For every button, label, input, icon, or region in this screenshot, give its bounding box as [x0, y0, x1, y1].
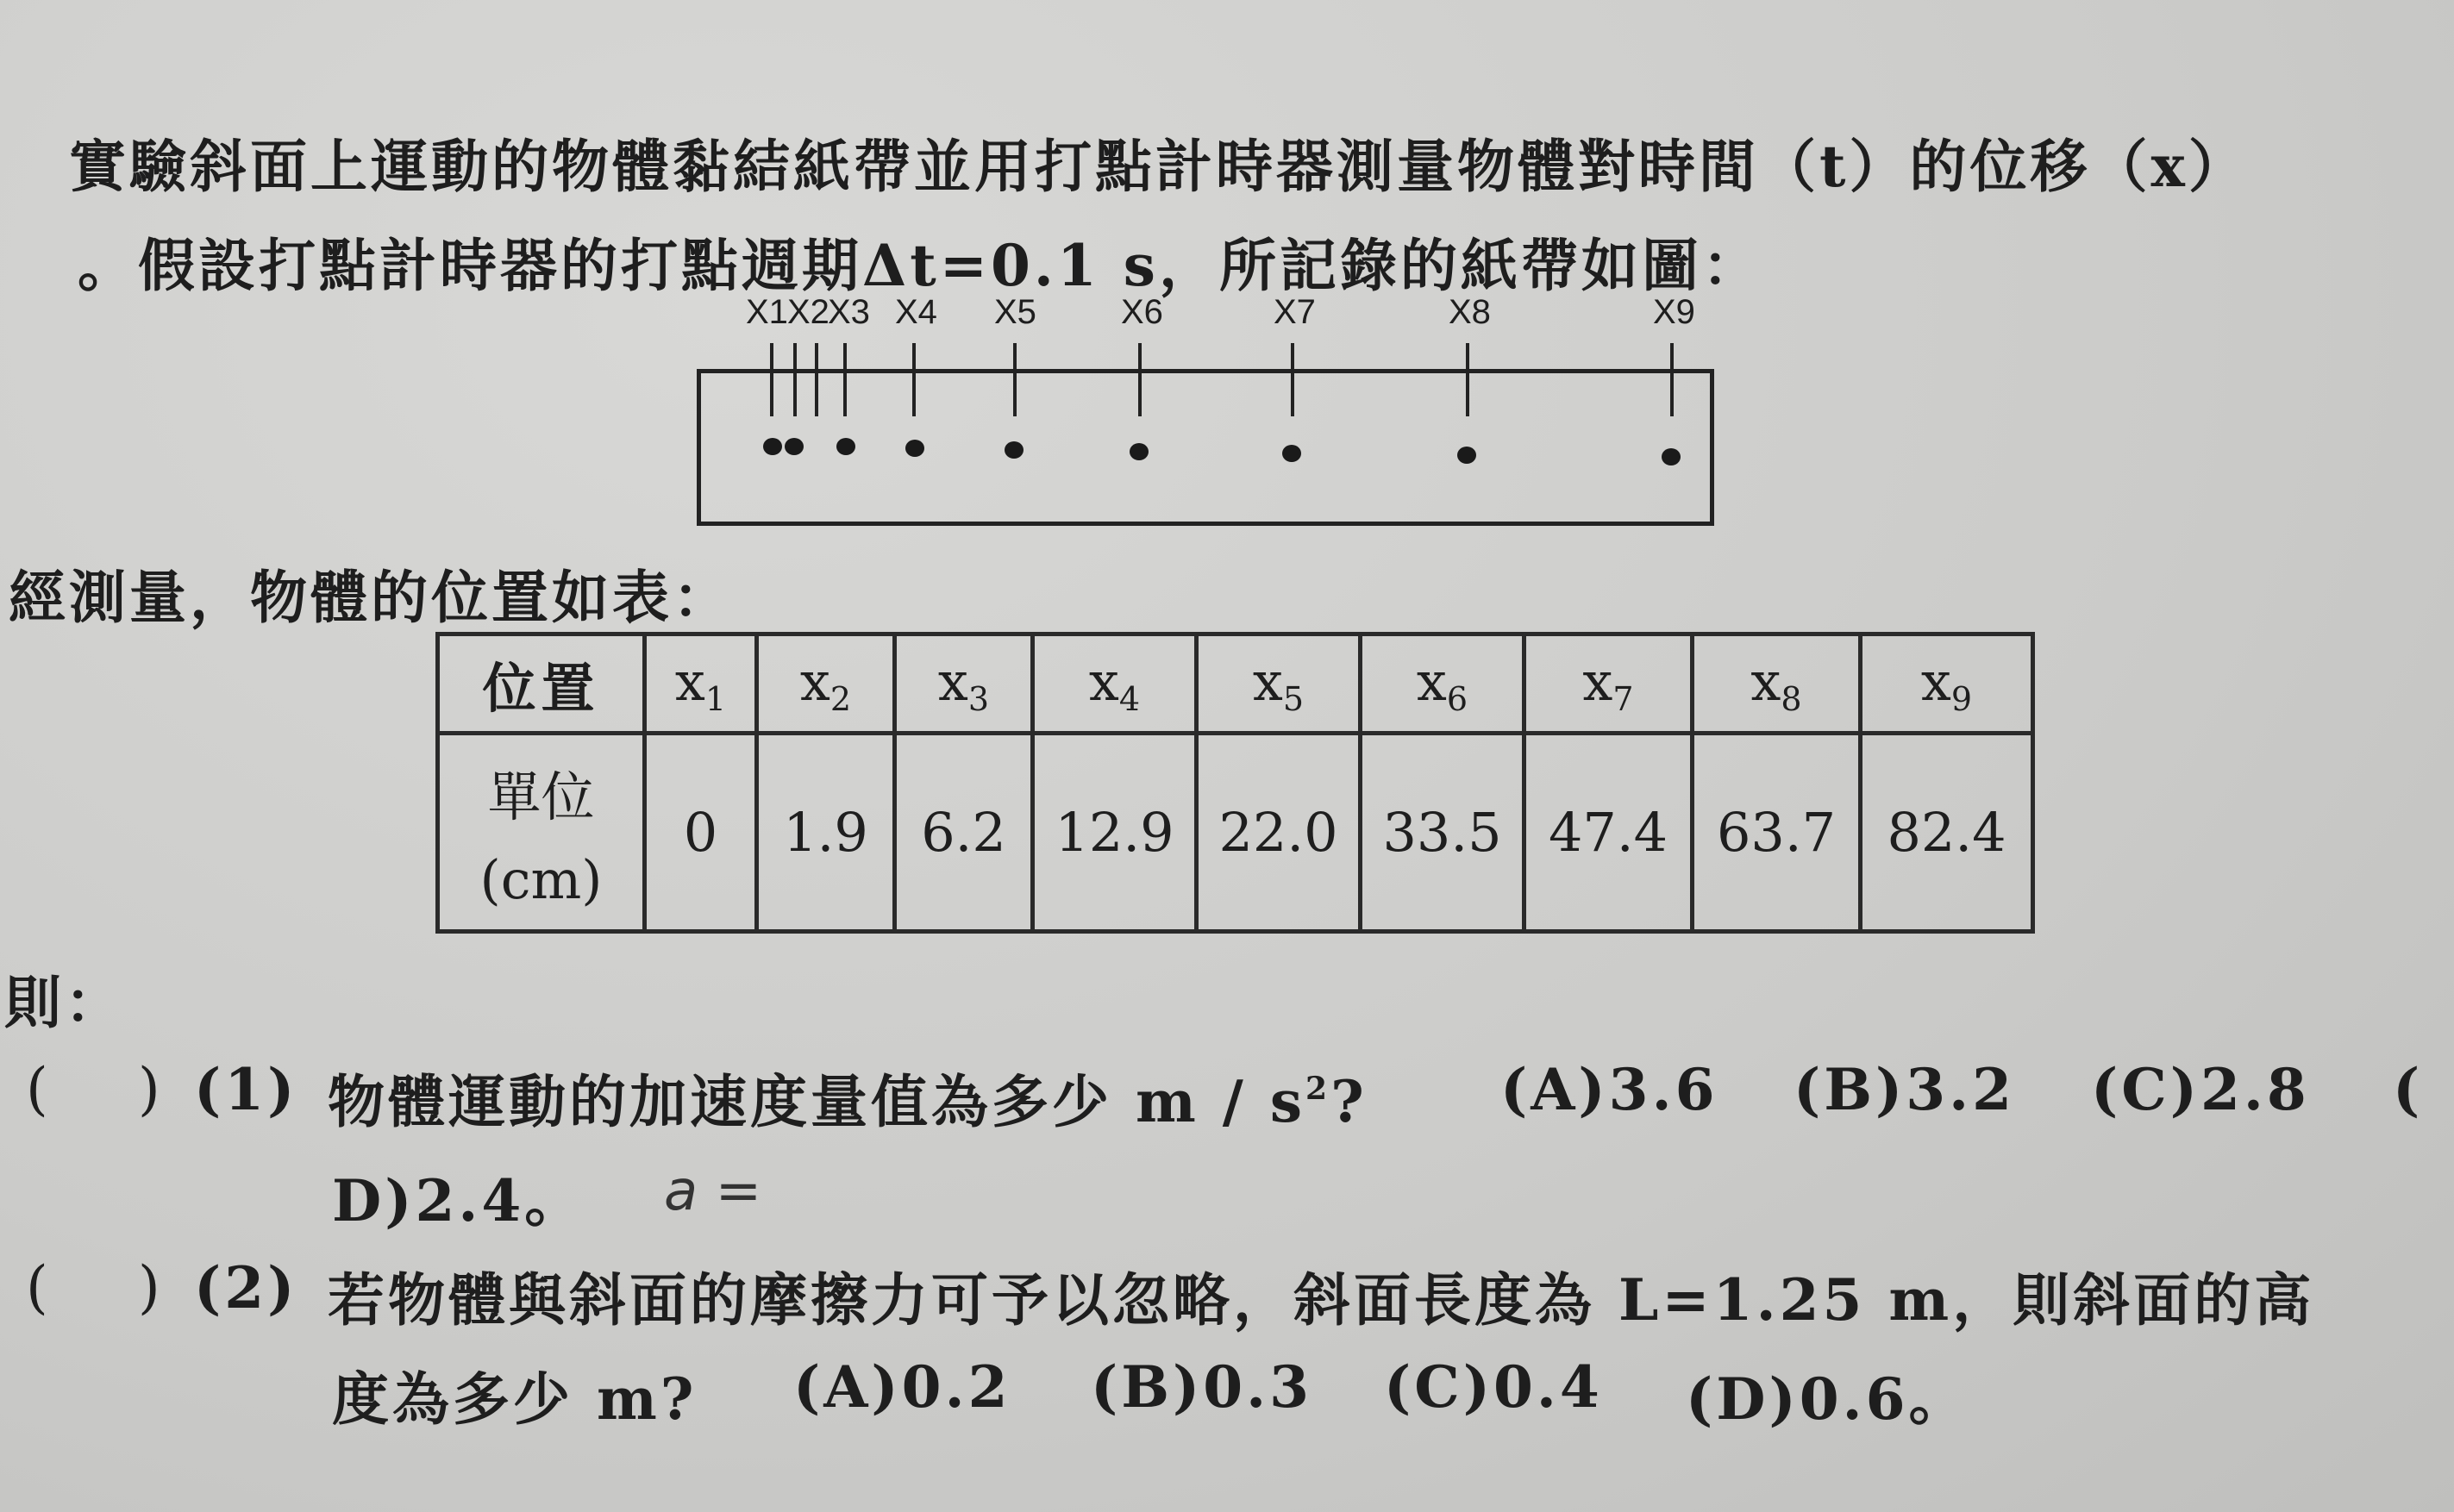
- table-header-x6: $x_6$: [1361, 634, 1524, 734]
- table-header-x1: $x_1$: [645, 634, 757, 734]
- option-c: (C)0.4: [1384, 1353, 1603, 1421]
- option-d: D)2.4。: [332, 1167, 585, 1234]
- answer-blank-open: (: [26, 1254, 48, 1321]
- question-text: 若物體與斜面的摩擦力可予以忽略，斜面長度為 L=1.25 m，則斜面的高: [328, 1266, 2315, 1334]
- table-value: 12.9: [1033, 734, 1197, 932]
- answer-blank-close: ): [138, 1056, 160, 1122]
- unit-line-1: 單位: [487, 765, 595, 828]
- measure-text: 經測量，物體的位置如表：: [9, 564, 733, 631]
- tape-label-x5: X5: [994, 293, 1036, 331]
- option-a: (A)3.6: [1500, 1056, 1718, 1123]
- tape-dot: [1005, 441, 1024, 459]
- tape-label-x1: X1: [746, 293, 788, 331]
- option-b: (B)3.2: [1794, 1056, 2016, 1123]
- tape-dot: [763, 438, 782, 455]
- answer-blank-open: (: [26, 1056, 48, 1122]
- question-text-line-2: 度為多少 m?: [332, 1365, 698, 1433]
- tape-label-x8: X8: [1449, 293, 1491, 331]
- then-text: 則：: [4, 969, 125, 1036]
- option-c: (C)2.8: [2091, 1056, 2310, 1123]
- table-value: 6.2: [895, 734, 1033, 932]
- tape-dot: [1662, 448, 1681, 465]
- table-header-x5: $x_5$: [1197, 634, 1361, 734]
- tape-dot: [905, 440, 924, 457]
- table-value: 33.5: [1361, 734, 1524, 932]
- handwritten-note: a =: [664, 1159, 762, 1223]
- intro-line-1: 實驗斜面上運動的物體黏結紙帶並用打點計時器測量物體對時間（t）的位移（x）: [69, 133, 2249, 200]
- option-d: (D)0.6。: [1686, 1365, 1969, 1433]
- tape-dot: [1282, 445, 1301, 462]
- table-value: 63.7: [1693, 734, 1861, 932]
- intro-line-2: 。假設打點計時器的打點週期Δt=0.1 s，所記錄的紙帶如圖：: [78, 232, 1762, 299]
- tape-dot: [785, 438, 804, 455]
- tape-label-x9: X9: [1653, 293, 1695, 331]
- tape-dot: [836, 438, 855, 455]
- table-unit-label: [438, 734, 645, 932]
- tape-label-x4: X4: [895, 293, 937, 331]
- tape-label-x3: X3: [828, 293, 870, 331]
- option-a: (A)0.2: [793, 1353, 1011, 1421]
- tape-label-x6: X6: [1121, 293, 1163, 331]
- tape-label-x2: X2: [787, 293, 829, 331]
- tape-label-x7: X7: [1274, 293, 1316, 331]
- table-header-x9: $x_9$: [1861, 634, 2033, 734]
- table-value: 1.9: [757, 734, 895, 932]
- table-header-x3: $x_3$: [895, 634, 1033, 734]
- question-number: (1): [194, 1056, 298, 1123]
- table-value: 47.4: [1524, 734, 1693, 932]
- option-d-open: (: [2393, 1056, 2424, 1123]
- tape-dot: [1130, 443, 1149, 460]
- table-value: 22.0: [1197, 734, 1361, 932]
- question-number: (2): [194, 1254, 298, 1321]
- table-header-x8: $x_8$: [1693, 634, 1861, 734]
- table-value: 82.4: [1861, 734, 2033, 932]
- table-header-x7: $x_7$: [1524, 634, 1693, 734]
- answer-blank-close: ): [138, 1254, 160, 1321]
- table-header-x2: $x_2$: [757, 634, 895, 734]
- table-header-x4: $x_4$: [1033, 634, 1197, 734]
- table-value: 0: [645, 734, 757, 932]
- unit-line-2: (cm): [479, 847, 603, 911]
- table-header-label: 位置: [438, 634, 645, 734]
- position-table: [435, 632, 2035, 934]
- question-text: 物體運動的加速度量值為多少 m / $s^2$?: [328, 1068, 1368, 1135]
- option-b: (B)0.3: [1091, 1353, 1313, 1421]
- tape-dot: [1457, 447, 1476, 464]
